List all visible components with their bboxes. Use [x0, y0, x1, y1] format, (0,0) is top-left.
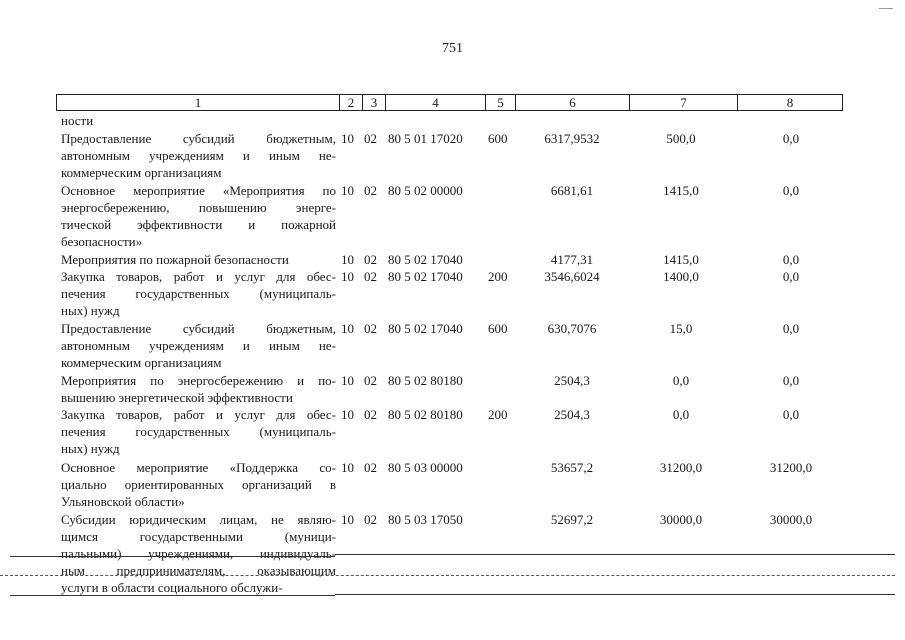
- row-target-code: 80 5 02 00000: [388, 183, 463, 198]
- row-name-line: тической эффективности и пожарной: [61, 217, 336, 232]
- row-value-7: 15,0: [669, 321, 693, 336]
- row-subsection-code: 02: [364, 460, 377, 475]
- row-value-8: 31200,0: [769, 460, 813, 475]
- row-expense-type: 200: [488, 407, 508, 422]
- row-value-7: 30000,0: [659, 512, 703, 527]
- row-value-7: 0,0: [672, 373, 690, 388]
- row-value-7: 1415,0: [663, 252, 699, 267]
- header-col-4: 4: [386, 95, 486, 110]
- row-value-7: 500,0: [666, 131, 696, 146]
- corner-mark: [879, 8, 893, 9]
- row-name-line: Субсидии юридическим лицам, не являю-: [61, 512, 336, 527]
- row-name-line: печения государственных (муниципаль-: [61, 424, 336, 439]
- row-target-code: 80 5 02 17040: [388, 269, 463, 284]
- row-value-8: 30000,0: [769, 512, 813, 527]
- row-name-line: Мероприятия по пожарной безопасности: [61, 252, 289, 267]
- row-value-8: 0,0: [782, 183, 800, 198]
- row-target-code: 80 5 03 17050: [388, 512, 463, 527]
- row-name-line: Основное мероприятие «Мероприятия по: [61, 183, 336, 198]
- row-value-6: 6317,9532: [544, 131, 600, 146]
- row-value-6: 630,7076: [547, 321, 597, 336]
- row-name-line: Закупка товаров, работ и услуг для обес-: [61, 269, 336, 284]
- row-value-7: 0,0: [672, 407, 690, 422]
- header-col-6: 6: [516, 95, 630, 110]
- row-name-line: безопасности»: [61, 234, 143, 249]
- row-value-6: 6681,61: [550, 183, 594, 198]
- page-number: 751: [442, 41, 463, 56]
- row-subsection-code: 02: [364, 407, 377, 422]
- row-value-8: 0,0: [782, 321, 800, 336]
- row-name-line: ных) нужд: [61, 303, 120, 318]
- row-value-6: 3546,6024: [544, 269, 600, 284]
- row-name-line: щимся государственными (муници-: [61, 529, 336, 544]
- header-col-7: 7: [630, 95, 738, 110]
- row-section-code: 10: [341, 269, 354, 284]
- row-name-line: автономным учреждениям и иным не-: [61, 148, 336, 163]
- row-name-line: Ульяновской области»: [61, 494, 185, 509]
- row-value-8: 0,0: [782, 131, 800, 146]
- row-expense-type: 600: [488, 321, 508, 336]
- row-section-code: 10: [341, 373, 354, 388]
- header-col-2: 2: [340, 95, 363, 110]
- row-name-line: Мероприятия по энергосбережению и по-: [61, 373, 336, 388]
- row-value-7: 31200,0: [659, 460, 703, 475]
- row-name-line: автономным учреждениям и иным не-: [61, 338, 336, 353]
- row-value-6: 2504,3: [554, 373, 590, 388]
- row-section-code: 10: [341, 460, 354, 475]
- row-value-6: 2504,3: [554, 407, 590, 422]
- row-name-line: ности: [61, 113, 94, 128]
- row-name-line: Закупка товаров, работ и услуг для обес-: [61, 407, 336, 422]
- row-target-code: 80 5 02 17040: [388, 252, 463, 267]
- row-section-code: 10: [341, 131, 354, 146]
- header-col-5: 5: [486, 95, 516, 110]
- header-col-8: 8: [786, 95, 794, 110]
- row-section-code: 10: [341, 252, 354, 267]
- row-name-line: Основное мероприятие «Поддержка со-: [61, 460, 336, 475]
- row-section-code: 10: [341, 407, 354, 422]
- row-name-line: коммерческим организациям: [61, 165, 222, 180]
- row-name-line: печения государственных (муниципаль-: [61, 286, 336, 301]
- row-name-line: ным предпринимателям, оказывающим: [61, 563, 336, 578]
- row-value-8: 0,0: [782, 269, 800, 284]
- scan-rule-line: [335, 554, 895, 555]
- row-section-code: 10: [341, 512, 354, 527]
- row-value-7: 1400,0: [663, 269, 699, 284]
- row-name-line: циально ориентированных организаций в: [61, 477, 336, 492]
- row-value-6: 53657,2: [550, 460, 594, 475]
- header-col-3: 3: [363, 95, 386, 110]
- row-section-code: 10: [341, 183, 354, 198]
- row-subsection-code: 02: [364, 183, 377, 198]
- row-value-8: 0,0: [782, 407, 800, 422]
- row-value-8: 0,0: [782, 252, 800, 267]
- row-section-code: 10: [341, 321, 354, 336]
- row-value-8: 0,0: [782, 373, 800, 388]
- scan-rule-line: [335, 594, 895, 595]
- scan-dashed-line: [0, 575, 895, 576]
- row-name-line: коммерческим организациям: [61, 355, 222, 370]
- row-value-6: 52697,2: [550, 512, 594, 527]
- row-name-line: Предоставление субсидий бюджетным,: [61, 321, 336, 336]
- row-target-code: 80 5 03 00000: [388, 460, 463, 475]
- row-subsection-code: 02: [364, 373, 377, 388]
- table-header-row: [56, 94, 843, 111]
- row-name-line: энергосбережению, повышению энерге-: [61, 200, 336, 215]
- row-subsection-code: 02: [364, 269, 377, 284]
- row-subsection-code: 02: [364, 252, 377, 267]
- row-name-line: пальными) учреждениями, индивидуаль-: [61, 546, 336, 561]
- row-subsection-code: 02: [364, 131, 377, 146]
- row-expense-type: 200: [488, 269, 508, 284]
- row-target-code: 80 5 02 17040: [388, 321, 463, 336]
- header-col-1: 1: [57, 95, 340, 110]
- row-value-7: 1415,0: [663, 183, 699, 198]
- row-target-code: 80 5 01 17020: [388, 131, 463, 146]
- row-expense-type: 600: [488, 131, 508, 146]
- row-subsection-code: 02: [364, 512, 377, 527]
- row-name-line: услуги в области социального обслужи-: [61, 580, 283, 595]
- row-subsection-code: 02: [364, 321, 377, 336]
- scan-rule-line: [10, 595, 335, 596]
- row-target-code: 80 5 02 80180: [388, 407, 463, 422]
- row-value-6: 4177,31: [550, 252, 594, 267]
- scan-rule-line: [10, 556, 335, 557]
- row-target-code: 80 5 02 80180: [388, 373, 463, 388]
- row-name-line: ных) нужд: [61, 441, 120, 456]
- row-name-line: Предоставление субсидий бюджетным,: [61, 131, 336, 146]
- row-name-line: вышению энергетической эффективности: [61, 390, 293, 405]
